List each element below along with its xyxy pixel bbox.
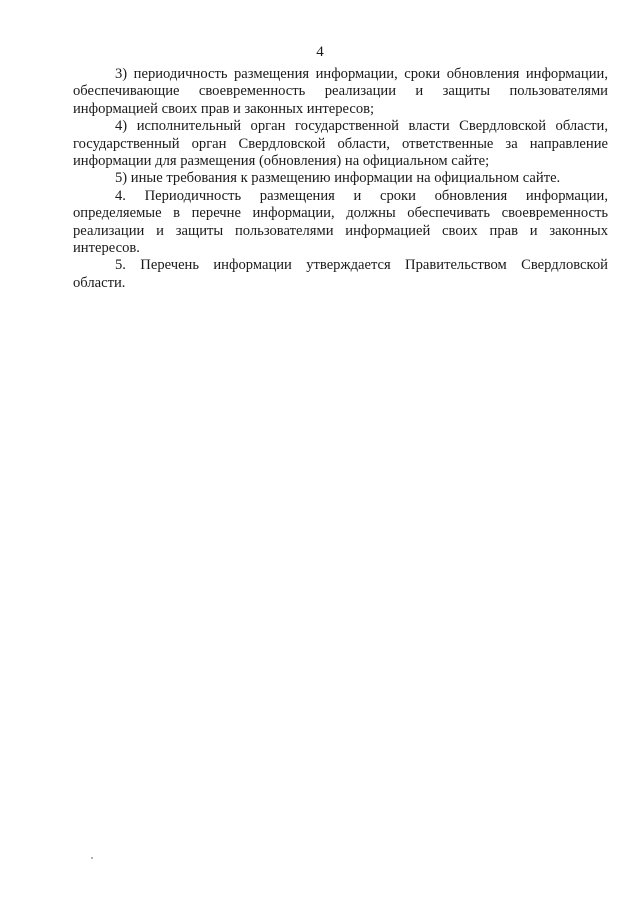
paragraph-item-4: 4) исполнительный орган государственной власти Свердловской области, государственный орган Свердловской области, ответственные за направление информации для размещения (обновления) на официальном сайте; — [73, 118, 608, 170]
document-body — [73, 66, 608, 292]
paragraph-section-4: 4. Периодичность размещения и сроки обновления информации, определяемые в перечне информации, должны обеспечивать своевременность реализации и защиты пользователями информацией своих прав и законных интересов. — [73, 187, 608, 257]
scan-artifact — [91, 857, 93, 859]
paragraph-item-5: 5) иные требования к размещению информации на официальном сайте. — [115, 170, 561, 187]
page-number: 4 — [316, 44, 324, 60]
paragraph-item-3: 3) периодичность размещения информации, сроки обновления информации, обеспечивающие своевременность реализации и защиты пользователями информацией своих прав и законных интересов; — [73, 66, 608, 117]
paragraph-section-5: 5. Перечень информации утверждается Правительством Свердловской области. — [73, 257, 608, 291]
